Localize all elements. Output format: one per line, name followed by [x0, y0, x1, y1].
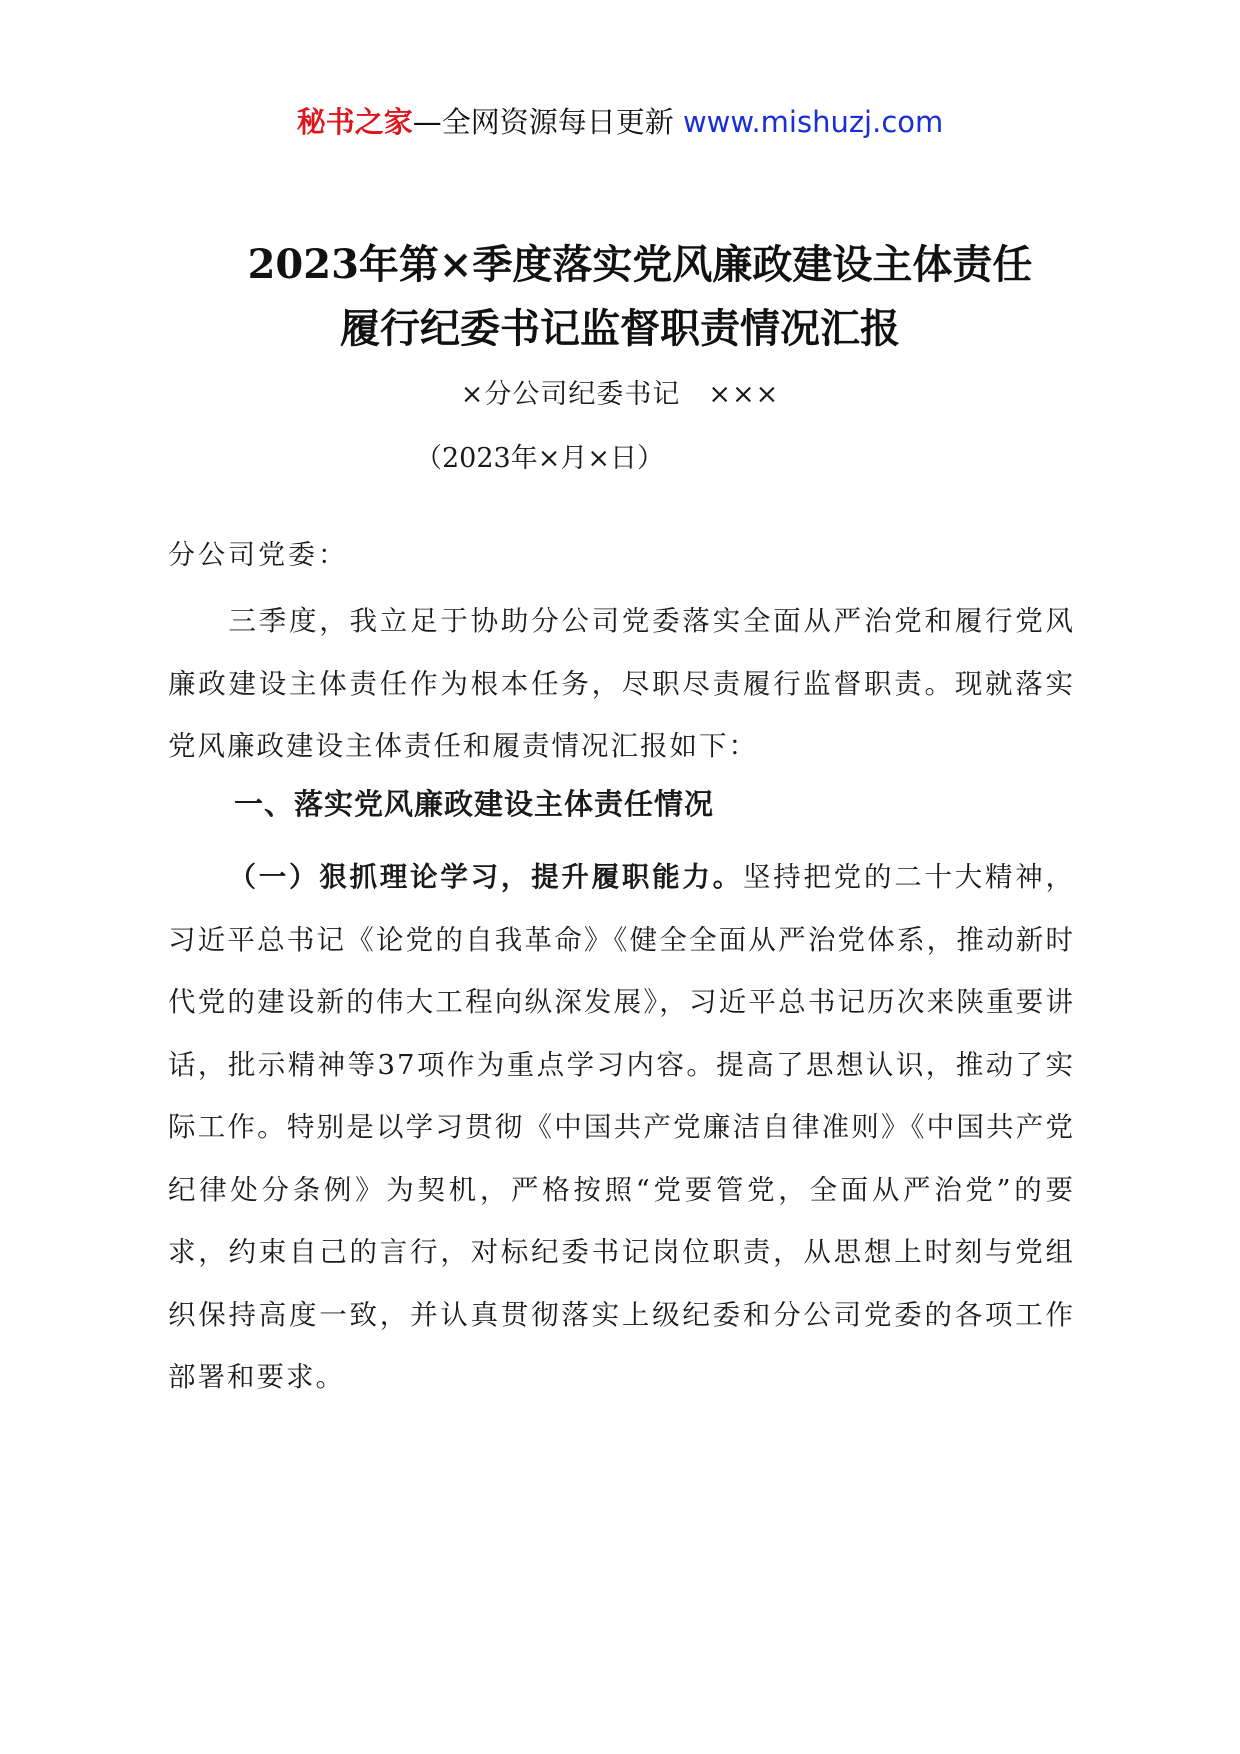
subsection-paragraph: [168, 846, 1075, 1409]
header-tagline: —全网资源每日更新: [412, 105, 674, 139]
header-brand: 秘书之家: [296, 105, 413, 139]
intro-paragraph: 三季度，我立足于协助分公司党委落实全面从严治党和履行党风廉政建设主体责任作为根本任务，尽职尽责履行监督职责。现就落实党风廉政建设主体责任和履责情况汇报如下：: [168, 605, 1075, 762]
subsection-heading: （一）狠抓理论学习，提升履职能力。: [228, 861, 743, 893]
subsection-body: 坚持把党的二十大精神，习近平总书记《论党的自我革命》《健全全面从严治党体系，推动新时代党的建设新的伟大工程向纵深发展》，习近平总书记历次来陕重要讲话，批示精神等37项作为重点学习内容。提高了思想认识，推动了实际工作。特别是以学习贯彻《中国共产党廉洁自律准则》《中国共产党纪律处分条例》为契机，严格按照“党要管党，全面从严治党”的要求，约束自己的言行，对标纪委书记岗位职责，从思想上时刻与党组织保持高度一致，并认真贯彻落实上级纪委和分公司党委的各项工作部署和要求。: [168, 861, 1075, 1393]
section-heading: 一、落实党风廉政建设主体责任情况: [234, 787, 715, 821]
header-url-link[interactable]: www.mishuzj.com: [682, 105, 944, 139]
document-title-line-1: 2023年第×季度落实党风廉政建设主体责任: [247, 241, 1033, 288]
salutation: 分公司党委：: [168, 540, 348, 571]
site-header: [0, 102, 1240, 142]
document-title-line-2: 履行纪委书记监督职责情况汇报: [340, 305, 900, 352]
document-date: （2023年×月×日）: [415, 443, 664, 474]
document-author: ×分公司纪委书记 ×××: [460, 379, 780, 410]
